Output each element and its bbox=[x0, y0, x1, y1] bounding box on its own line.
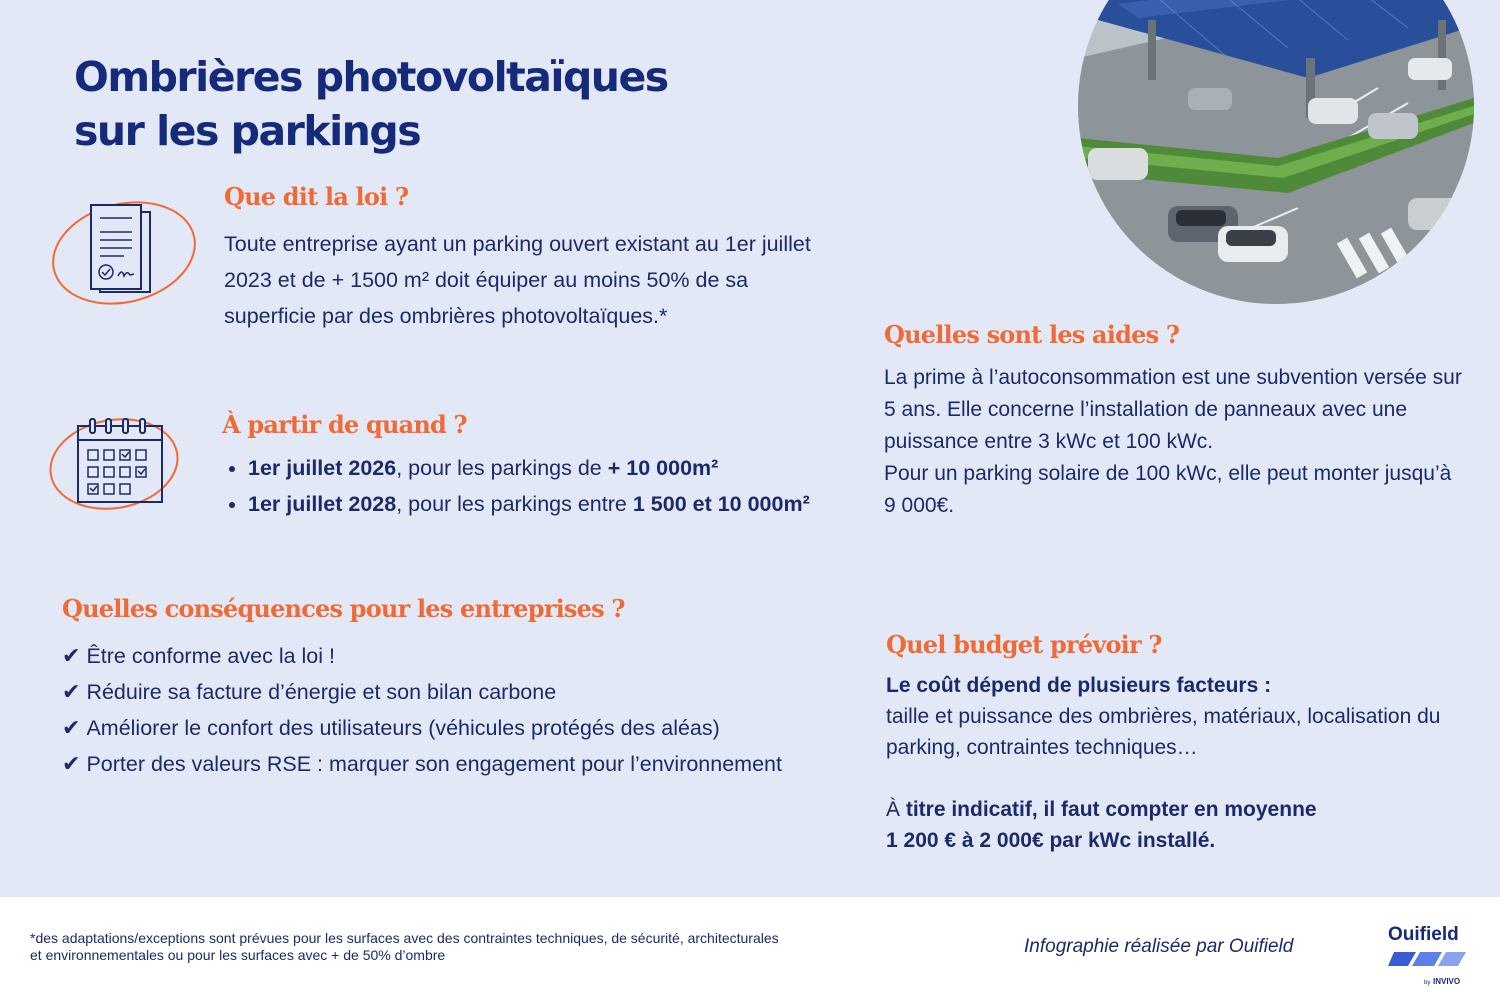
budget-estimate-bold: titre indicatif, il faut compter en moyenne bbox=[905, 798, 1317, 821]
check-icon: ✔ bbox=[62, 751, 81, 776]
consequences-list bbox=[62, 638, 842, 782]
consequence-text: Améliorer le confort des utilisateurs (véhicules protégés des aléas) bbox=[86, 716, 720, 740]
aides-text bbox=[884, 362, 1464, 522]
budget-text bbox=[886, 670, 1466, 856]
when-size-1: + 10 000m² bbox=[607, 456, 719, 480]
list-item bbox=[248, 486, 858, 522]
list-item bbox=[62, 674, 842, 710]
check-icon: ✔ bbox=[62, 715, 81, 740]
when-list bbox=[222, 450, 858, 522]
when-date-1: 1er juillet 2026 bbox=[248, 456, 397, 480]
law-text: Toute entreprise ayant un parking ouvert existant au 1er juillet 2023 et de + 1500 m² doit équiper au moins 50% de sa superficie par des ombrières photovoltaïques.* bbox=[224, 232, 811, 328]
title-line-1: Ombrières photovoltaïques bbox=[74, 53, 668, 101]
list-item bbox=[62, 710, 842, 746]
check-icon: ✔ bbox=[62, 643, 81, 668]
consequence-text: Porter des valeurs RSE : marquer son engagement pour l’environnement bbox=[86, 752, 782, 776]
budget-estimate-value: 1 200 € à 2 000€ par kWc installé. bbox=[886, 829, 1216, 852]
list-item bbox=[248, 450, 858, 486]
when-size-2: 1 500 et 10 000m² bbox=[632, 492, 810, 516]
aides-paragraph-2: Pour un parking solaire de 100 kWc, elle peut monter jusqu’à 9 000€. bbox=[884, 462, 1452, 517]
consequences-heading: Quelles conséquences pour les entreprises ? bbox=[62, 594, 625, 623]
consequence-text: Réduire sa facture d’énergie et son bilan carbone bbox=[86, 680, 557, 704]
logo-sub-brand: INVIVO bbox=[1433, 977, 1461, 986]
solar-carport-illustration bbox=[1078, 0, 1474, 304]
logo-sub-by: by bbox=[1424, 980, 1431, 986]
budget-estimate-prefix: À bbox=[886, 798, 906, 821]
budget-heading: Quel budget prévoir ? bbox=[886, 630, 1162, 659]
list-item bbox=[62, 746, 842, 782]
consequence-text: Être conforme avec la loi ! bbox=[86, 644, 335, 668]
budget-lead: Le coût dépend de plusieurs facteurs : bbox=[886, 674, 1272, 697]
when-text-1: , pour les parkings de bbox=[396, 456, 608, 480]
budget-factors: taille et puissance des ombrières, matériaux, localisation du parking, contraintes techniques… bbox=[886, 705, 1441, 759]
aides-paragraph-1: La prime à l’autoconsommation est une subvention versée sur 5 ans. Elle concerne l’installation de panneaux avec une puissance entre 3 kWc et 100 kWc. bbox=[884, 366, 1462, 453]
when-heading: À partir de quand ? bbox=[222, 410, 467, 439]
title-line-2: sur les parkings bbox=[74, 107, 421, 155]
page-title bbox=[74, 50, 668, 158]
law-heading: Que dit la loi ? bbox=[224, 182, 409, 211]
list-item bbox=[62, 638, 842, 674]
legal-document-icon bbox=[48, 200, 208, 313]
solar-carport-photo bbox=[1078, 0, 1474, 304]
footnote: *des adaptations/exceptions sont prévues pour les surfaces avec des contraintes techniques, de sécurité, architecturales et environnementales ou pour les surfaces avec + de 50% d’ombre bbox=[30, 930, 779, 963]
logo-name: Ouifield bbox=[1388, 924, 1459, 945]
when-text-2: , pour les parkings entre bbox=[396, 492, 633, 516]
credit-text: Infographie réalisée par Ouifield bbox=[1024, 936, 1294, 957]
budget-estimate bbox=[886, 794, 1466, 825]
check-icon: ✔ bbox=[62, 679, 81, 704]
aides-heading: Quelles sont les aides ? bbox=[884, 320, 1180, 349]
calendar-icon bbox=[48, 414, 188, 519]
when-date-2: 1er juillet 2028 bbox=[248, 492, 397, 516]
ouifield-logo bbox=[1386, 918, 1468, 988]
